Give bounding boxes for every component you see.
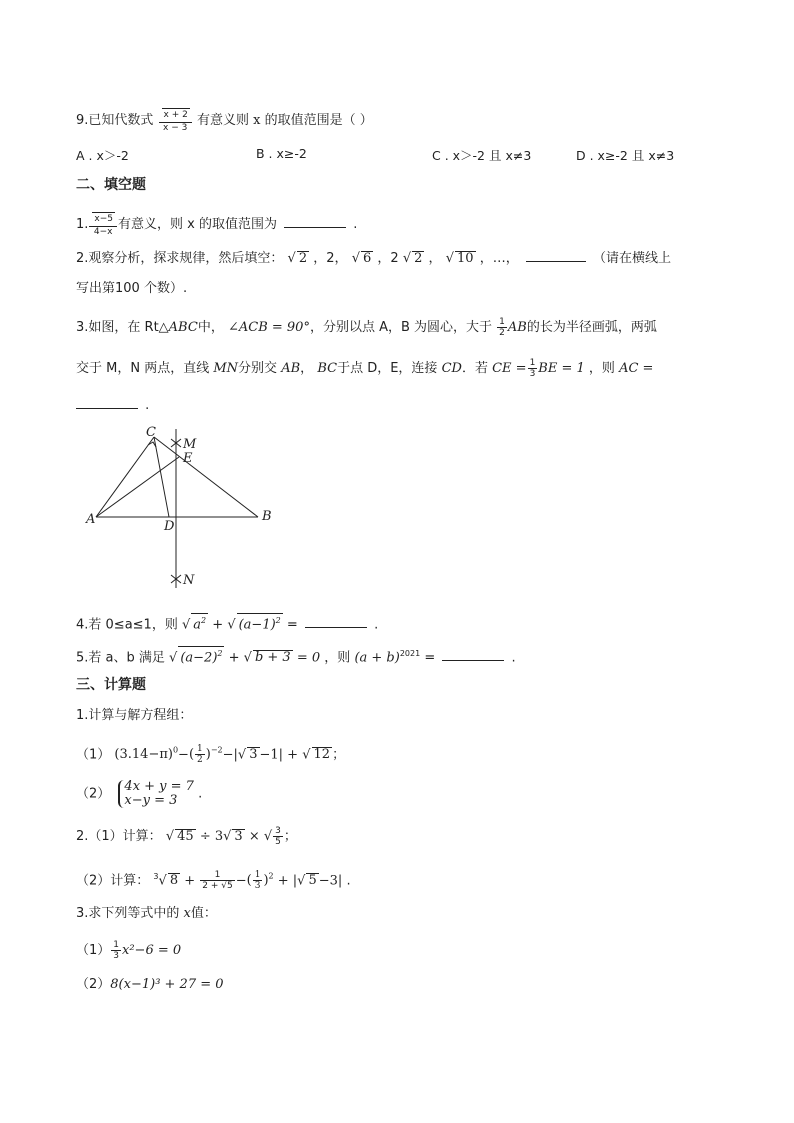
segment-cd bbox=[154, 437, 169, 517]
section-3-title: 三、计算题 bbox=[76, 677, 146, 693]
fill-question-3: 3.如图，在 Rt△ABC中， ∠ACB = 90°，分别以点 A，B 为圆心，大于 $\frac{1}{2}$ AB的长为半径画弧，两弧 bbox=[76, 317, 657, 338]
fill-question-1: 1. $\frac{x-5}{4-x}$ 有意义，则 x 的取值范围为 . bbox=[76, 214, 358, 237]
q9-option-b: B . x≥-2 bbox=[256, 146, 307, 161]
calc-question-1-part-1: （1） $(3.14-\pi)^0-$( $\frac{1}{2}$ )$^{-2}$−|√ 3 −1| + √ 12 ； bbox=[76, 744, 346, 766]
question-9: 9.已知代数式 $\frac{x + 2}{x - 3}$ 有意义则 x 的取值范围是（ ） bbox=[76, 110, 373, 133]
q9-option-c: C . x＞-2 且 x≠3 bbox=[432, 148, 532, 163]
q9-option-a: A . x＞-2 bbox=[76, 148, 129, 163]
answer-blank[interactable] bbox=[442, 648, 504, 661]
answer-blank[interactable] bbox=[526, 249, 586, 262]
calc-question-2-part-2: （2）计算： $^3$√ 8 + $\frac{1}{2 + √5}$ −( $\frac{1}{3}$ )$^2$ + |√ 5 −3| . bbox=[76, 870, 351, 892]
label-n: N bbox=[183, 573, 195, 588]
fill-q1-fraction: $\frac{x-5}{4-x}$ bbox=[89, 212, 117, 237]
calc-question-1-title: 1.计算与解方程组： bbox=[76, 708, 193, 723]
calc-question-3-part-2: （2）8(x−1)³ + 27 = 0 bbox=[76, 977, 224, 992]
calc-question-3-part-1: （1） $\frac{1}{3}$ x²−6 = 0 bbox=[76, 940, 182, 961]
triangle-figure bbox=[82, 423, 282, 595]
fill-question-3-line-2: 交于 M，N 两点，直线 MN分别交 AB， BC于点 D，E，连接 CD．若 CE = $\frac{1}{3}$ BE = 1 ，则 AC = bbox=[76, 358, 654, 379]
label-d: D bbox=[164, 519, 175, 534]
section-2-title: 二、填空题 bbox=[76, 177, 146, 193]
label-e: E bbox=[183, 451, 193, 466]
fill-question-3-line-3: . bbox=[76, 396, 149, 415]
segment-bc bbox=[154, 437, 258, 517]
q9-option-d: D . x≥-2 且 x≠3 bbox=[576, 148, 675, 163]
calc-question-2-part-1: 2.（1）计算： √ 45 ÷ 3√ 3 × √ $\frac{3}{5}$ ； bbox=[76, 826, 297, 847]
segment-ac bbox=[96, 437, 154, 517]
q9-fraction: $\frac{x + 2}{x - 3}$ bbox=[159, 108, 192, 133]
answer-blank[interactable] bbox=[76, 396, 138, 409]
label-a: A bbox=[86, 512, 96, 527]
fill-question-2: 2.观察分析，探求规律，然后填空： √ 2 ，2， √ 6 ，2 √ 2 ， √ 10 ，…， （请在横线上 bbox=[76, 251, 671, 266]
fill-question-4: 4.若 0≤a≤1，则 √ $a^2$ + √ $(a-1)^2$ = . bbox=[76, 613, 378, 634]
calc-question-1-part-2: （2） 4x + y = 7 x−y = 3 . bbox=[76, 779, 203, 808]
fill-question-2-line-2: 写出第100 个数）. bbox=[76, 281, 188, 296]
label-m: M bbox=[183, 437, 197, 452]
answer-blank[interactable] bbox=[284, 215, 346, 228]
third-fraction: $\frac{1}{3}$ bbox=[529, 358, 536, 379]
equation-system: 4x + y = 7 x−y = 3 bbox=[118, 780, 194, 808]
calc-question-3-title: 3.求下列等式中的 x值： bbox=[76, 906, 217, 921]
segment-ae bbox=[96, 457, 179, 517]
half-fraction: $\frac{1}{2}$ bbox=[499, 317, 505, 338]
answer-blank[interactable] bbox=[305, 615, 367, 628]
fill-question-5: 5.若 a、b 满足 √ $(a-2)^2$ + √ b + 3 = 0 ，则 $(a + b)^{2021}$ = . bbox=[76, 645, 516, 667]
label-c: C bbox=[146, 425, 156, 440]
label-b: B bbox=[262, 509, 272, 524]
